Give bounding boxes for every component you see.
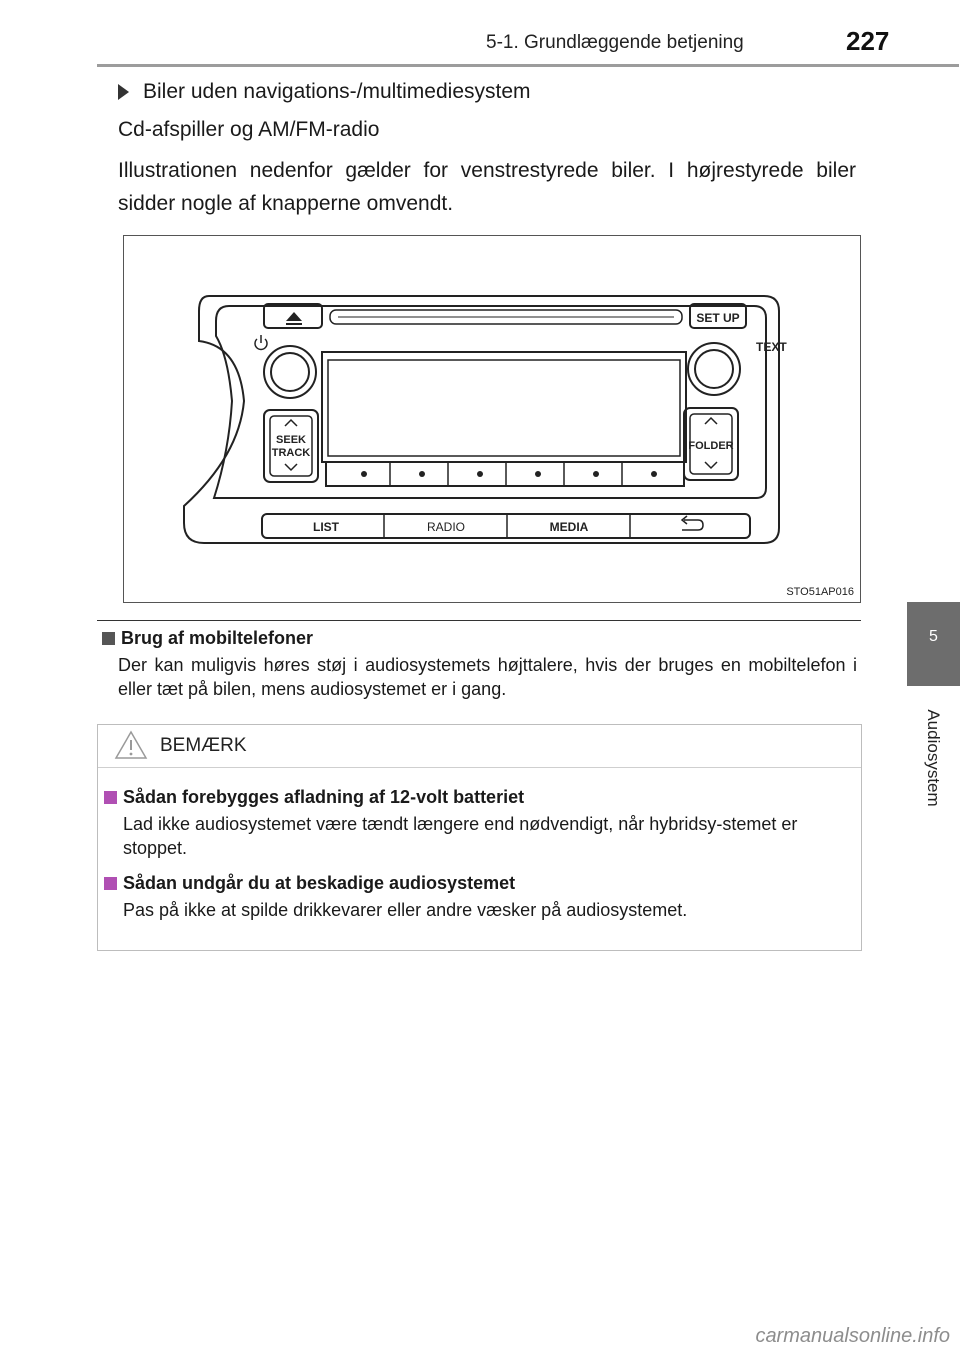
notice-title: BEMÆRK <box>160 735 247 756</box>
notice-item-body: Lad ikke audiosystemet være tændt længere end nødvendigt, når hybridsy-stemet er stoppet. <box>123 814 798 858</box>
folder-label: FOLDER <box>688 440 734 452</box>
header-section-title: 5-1. Grundlæggende betjening <box>486 32 744 53</box>
track-label: TRACK <box>271 447 311 459</box>
notice-header <box>98 725 861 768</box>
header-divider <box>97 64 959 67</box>
eject-icon <box>286 312 302 321</box>
chapter-tab <box>907 602 960 686</box>
setup-label: SET UP <box>696 311 740 325</box>
media-label: MEDIA <box>549 520 589 534</box>
intro-bullet-text: Biler uden navigations-/multimediesystem <box>143 80 531 103</box>
notice-item-heading-text: Sådan undgår du at beskadige audiosystemet <box>123 873 516 893</box>
warning-triangle-icon <box>114 730 148 760</box>
list-label: LIST <box>313 520 339 534</box>
display <box>322 352 686 462</box>
radio-label: RADIO <box>426 520 466 534</box>
notice-item <box>104 787 852 860</box>
audio-unit-figure <box>123 235 861 603</box>
chevron-up-icon <box>285 420 297 426</box>
square-bullet-icon <box>102 632 115 645</box>
notice-item-heading <box>104 873 852 894</box>
section-divider <box>97 620 861 621</box>
section-heading <box>102 628 857 649</box>
mobile-phone-section <box>102 628 857 701</box>
chapter-tab-label: Audiosystem <box>924 709 943 807</box>
preset-buttons <box>326 462 684 486</box>
notice-item-body: Pas på ikke at spilde drikkevarer eller andre væsker på audiosystemet. <box>123 900 688 920</box>
intro-subtitle: Cd-afspiller og AM/FM-radio <box>118 118 380 141</box>
audio-unit-illustration <box>124 236 860 602</box>
section-body: Der kan muligvis høres støj i audiosystemets højttalere, hvis der bruges en mobiltelefon i eller tæt på bilen, mens audiosystemet er i gang. <box>118 655 857 699</box>
notice-item-heading <box>104 787 852 808</box>
power-icon <box>255 335 267 349</box>
chapter-tab-number: 5 <box>929 628 938 645</box>
back-icon <box>682 516 703 530</box>
figure-code: STO51AP016 <box>786 586 854 598</box>
square-bullet-icon <box>104 877 117 890</box>
text-label: TEXT <box>756 340 787 354</box>
chevron-down-icon <box>705 462 717 468</box>
square-bullet-icon <box>104 791 117 804</box>
notice-item-heading-text: Sådan forebygges afladning af 12-volt batteriet <box>123 787 525 807</box>
page-number: 227 <box>846 26 890 56</box>
intro-bullet <box>118 80 531 104</box>
section-heading-text: Brug af mobiltelefoner <box>121 628 314 648</box>
triangle-bullet-icon <box>118 84 129 100</box>
notice-box <box>97 724 862 951</box>
notice-item <box>104 873 852 922</box>
chevron-down-icon <box>285 464 297 470</box>
seek-label: SEEK <box>276 434 306 446</box>
intro-paragraph: Illustrationen nedenfor gælder for venstrestyrede biler. I højrestyrede biler sidder nogle af knapperne omvendt. <box>118 159 856 215</box>
watermark: carmanualsonline.info <box>755 1325 950 1347</box>
chevron-up-icon <box>705 418 717 424</box>
